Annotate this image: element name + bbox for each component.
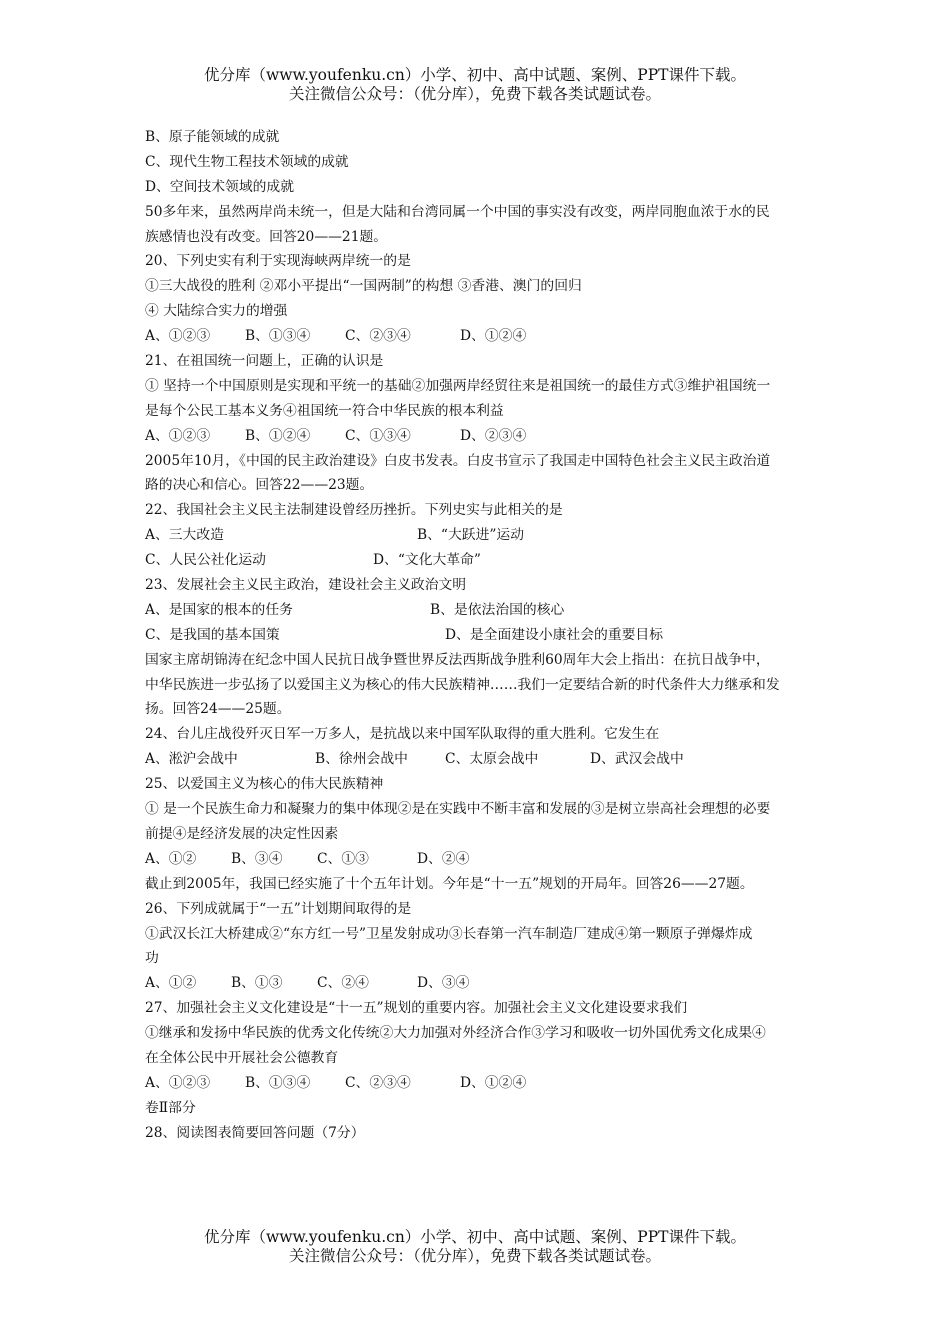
text-line: 是每个公民工基本义务④祖国统一符合中华民族的根本利益 (145, 402, 504, 419)
answer-option: C、是我国的基本国策 (145, 626, 280, 643)
answer-options (145, 523, 810, 548)
answer-option: C、②④ (317, 975, 369, 992)
text-line: 2005年10月，《中国的民主政治建设》白皮书发表。白皮书宣示了我国走中国特色社会主义民主政治道 (145, 452, 771, 469)
footer-line-2: 关注微信公众号：（优分库），免费下载各类试题试卷。 (288, 1247, 661, 1265)
answer-option: B、①③ (231, 975, 283, 992)
text-line: 卷Ⅱ部分 (145, 1099, 196, 1116)
answer-options (145, 548, 810, 573)
answer-option: B、①③④ (245, 1074, 311, 1091)
answer-option: B、是依法治国的核心 (430, 601, 565, 618)
answer-option: C、人民公社化运动 (145, 552, 266, 569)
text-line: 功 (145, 950, 159, 967)
answer-options (145, 598, 810, 623)
answer-option: A、①②③ (145, 328, 211, 345)
text-line: 27、加强社会主义文化建设是“十一五”规划的重要内容。加强社会主义文化建设要求我们 (145, 1000, 688, 1017)
text-line: 25、以爱国主义为核心的伟大民族精神 (145, 776, 384, 793)
header-line-1: 优分库（www.youfenku.cn）小学、初中、高中试题、案例、PPT课件下载。 (203, 66, 747, 84)
text-line: 20、下列史实有利于实现海峡两岸统一的是 (145, 253, 411, 270)
answer-option: B、③④ (231, 850, 283, 867)
text-line: 截止到2005年，我国已经实施了十个五年计划。今年是“十一五”规划的开局年。回答26——27题。 (145, 875, 754, 892)
text-line: 扬。回答24——25题。 (145, 701, 291, 718)
answer-option: B、徐州会战中 (315, 751, 408, 768)
answer-option: A、①②③ (145, 1074, 211, 1091)
answer-option: A、三大改造 (145, 527, 224, 544)
text-line: ①继承和发扬中华民族的优秀文化传统②大力加强对外经济合作③学习和吸收一切外国优秀文化成果④ (145, 1025, 766, 1042)
header-line-2: 关注微信公众号：（优分库），免费下载各类试题试卷。 (288, 85, 661, 103)
text-line: ①三大战役的胜利 ②邓小平提出“一国两制”的构想 ③香港、澳门的回归 (145, 278, 582, 295)
text-line: 路的决心和信心。回答22——23题。 (145, 477, 374, 494)
answer-options (145, 623, 810, 648)
answer-options (145, 971, 810, 996)
answer-option: C、①③ (317, 850, 369, 867)
text-line: ① 是一个民族生命力和凝聚力的集中体现②是在实践中不断丰富和发展的③是树立崇高社会理想的必要 (145, 801, 771, 818)
answer-option: C、太原会战中 (445, 751, 539, 768)
footer-line-1: 优分库（www.youfenku.cn）小学、初中、高中试题、案例、PPT课件下载。 (203, 1228, 747, 1246)
page-header (0, 66, 950, 104)
answer-option: D、②③④ (460, 427, 527, 444)
text-line: 族感情也没有改变。回答20——21题。 (145, 228, 388, 245)
answer-option: B、①③④ (245, 328, 311, 345)
answer-option: B、“大跃进”运动 (417, 527, 525, 544)
exam-body (145, 125, 810, 1146)
answer-option: D、武汉会战中 (590, 751, 684, 768)
answer-options (145, 747, 810, 772)
text-line: 24、台儿庄战役歼灭日军一万多人，是抗战以来中国军队取得的重大胜利。它发生在 (145, 726, 660, 743)
answer-option: D、③④ (417, 975, 470, 992)
answer-options (145, 324, 810, 349)
text-line: 26、下列成就属于“一五”计划期间取得的是 (145, 900, 412, 917)
answer-option: A、①② (145, 850, 197, 867)
text-line: ① 坚持一个中国原则是实现和平统一的基础②加强两岸经贸往来是祖国统一的最佳方式③维护祖国统一 (145, 377, 771, 394)
text-line: 50多年来，虽然两岸尚未统一，但是大陆和台湾同属一个中国的事实没有改变，两岸同胞血浓于水的民 (145, 203, 770, 220)
answer-option: D、①②④ (460, 328, 527, 345)
answer-option: C、①③④ (345, 427, 411, 444)
text-line: 28、阅读图表简要回答问题（7分） (145, 1124, 365, 1141)
answer-options (145, 847, 810, 872)
answer-option: D、是全面建设小康社会的重要目标 (445, 626, 664, 643)
answer-option: D、①②④ (460, 1074, 527, 1091)
answer-option: A、是国家的根本的任务 (145, 601, 293, 618)
answer-option: D、②④ (417, 850, 470, 867)
answer-option: C、②③④ (345, 1074, 411, 1091)
text-line: 在全体公民中开展社会公德教育 (145, 1049, 339, 1066)
answer-options (145, 1071, 810, 1096)
text-line: 22、我国社会主义民主法制建设曾经历挫折。下列史实与此相关的是 (145, 502, 563, 519)
text-line: B、原子能领域的成就 (145, 129, 280, 145)
page-footer (0, 1228, 950, 1266)
text-line: C、现代生物工程技术领域的成就 (145, 153, 349, 170)
answer-option: D、“文化大革命” (373, 552, 481, 569)
text-line: 23、发展社会主义民主政治，建设社会主义政治文明 (145, 577, 467, 594)
text-line: ①武汉长江大桥建成②“东方红一号”卫星发射成功③长春第一汽车制造厂建成④第一颗原子弹爆炸成 (145, 925, 753, 942)
answer-option: A、①② (145, 975, 197, 992)
text-line: 国家主席胡锦涛在纪念中国人民抗日战争暨世界反法西斯战争胜利60周年大会上指出：在抗日战争中， (145, 651, 770, 668)
text-line: 21、在祖国统一问题上，正确的认识是 (145, 353, 384, 370)
answer-option: A、淞沪会战中 (145, 751, 238, 768)
text-line: 前提④是经济发展的决定性因素 (145, 825, 339, 842)
answer-option: A、①②③ (145, 427, 211, 444)
text-line: 中华民族进一步弘扬了以爱国主义为核心的伟大民族精神……我们一定要结合新的时代条件大力继承和发 (145, 676, 780, 693)
answer-options (145, 424, 810, 449)
text-line: D、空间技术领域的成就 (145, 178, 295, 195)
answer-option: C、②③④ (345, 328, 411, 345)
answer-option: B、①②④ (245, 427, 311, 444)
text-line: ④ 大陆综合实力的增强 (145, 303, 288, 320)
